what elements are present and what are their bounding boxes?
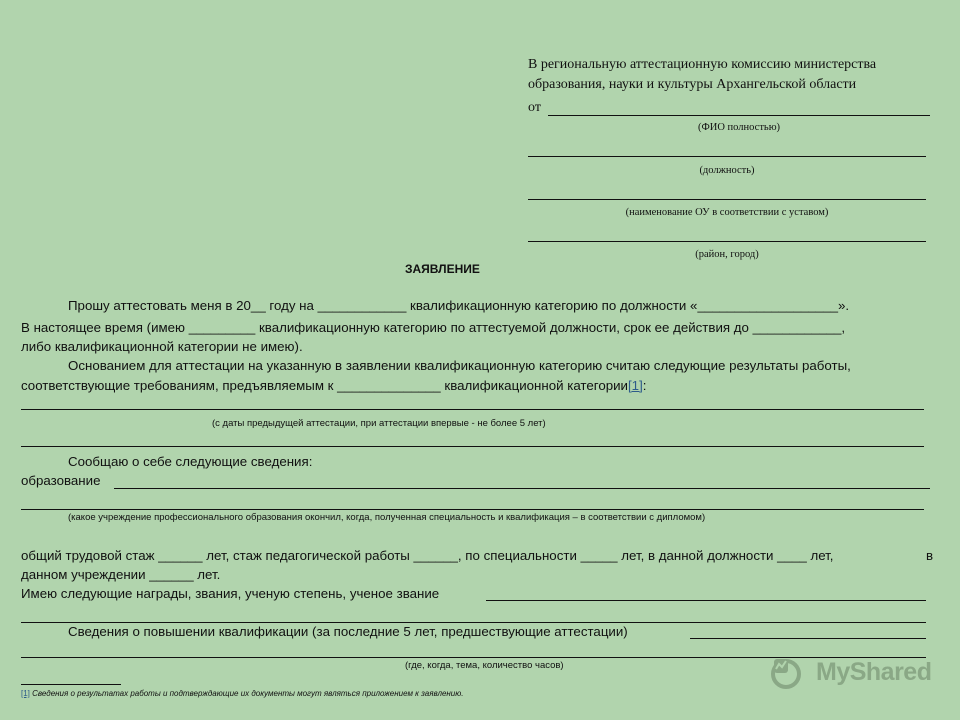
position-line	[528, 156, 926, 157]
from-label: от	[528, 100, 541, 115]
paragraph-current-category: В настоящее время (имею _________ квалификационную категорию по аттестуемой должности, срок ее действия до ____________,	[21, 320, 846, 335]
paragraph-experience-tail: в	[926, 548, 934, 563]
paragraph-experience: общий трудовой стаж ______ лет, стаж педагогической работы ______, по специальности _____ лет, в данной должности ____ лет,	[21, 548, 834, 563]
org-caption: (наименование ОУ в соответствии с уставом)	[625, 207, 829, 218]
paragraph-awards: Имею следующие награды, звания, ученую степень, ученое звание	[21, 586, 440, 601]
myshared-brand-text: MyShared	[816, 658, 932, 686]
footnote-link[interactable]: [1]	[627, 378, 643, 393]
training-caption: (где, когда, тема, количество часов)	[405, 660, 564, 671]
fio-caption: (ФИО полностью)	[697, 122, 781, 133]
paragraph-training: Сведения о повышении квалификации (за последние 5 лет, предшествующие аттестации)	[68, 624, 628, 639]
org-line	[528, 199, 926, 200]
education-caption: (какое учреждение профессионального образования окончил, когда, полученная специальность и квалификация – в соответствии с дипломом)	[68, 512, 706, 523]
paragraph-no-category: либо квалификационной категории не имею).	[21, 339, 303, 354]
district-caption: (район, город)	[695, 249, 759, 260]
footnote	[21, 689, 464, 698]
education-line	[114, 488, 930, 489]
awards-line	[486, 600, 926, 601]
fio-line	[548, 115, 930, 116]
footnote-ref[interactable]: [1]	[21, 689, 30, 698]
results-caption: (с даты предыдущей аттестации, при аттестации впервые - не более 5 лет)	[212, 418, 546, 429]
awards-line-2	[21, 622, 926, 623]
paragraph-request: Прошу аттестовать меня в 20__ году на ____________ квалификационную категорию по должности «___________________».	[68, 298, 850, 313]
results-line-2	[21, 446, 924, 447]
myshared-watermark	[768, 654, 938, 694]
position-caption: (должность)	[699, 165, 755, 176]
paragraph-institution: данном учреждении ______ лет.	[21, 567, 221, 582]
myshared-logo-icon	[768, 656, 812, 692]
education-label: образование	[21, 473, 101, 488]
paragraph-info: Сообщаю о себе следующие сведения:	[68, 454, 313, 469]
training-line	[690, 638, 926, 639]
paragraph-requirements: соответствующие требованиям, предъявляемым к ______________ квалификационной категории[1]:	[21, 378, 647, 393]
addressee-line-2: образования, науки и культуры Архангельской области	[528, 77, 857, 92]
district-line	[528, 241, 926, 242]
footnote-text: Сведения о результатах работы и подтверждающие их документы могут являться приложением к заявлению.	[32, 689, 464, 698]
education-line-2	[21, 509, 924, 510]
document-title: ЗАЯВЛЕНИЕ	[405, 262, 480, 276]
results-line	[21, 409, 924, 410]
footnote-separator	[21, 684, 121, 685]
paragraph-basis: Основанием для аттестации на указанную в заявлении квалификационную категорию считаю следующие результаты работы,	[68, 358, 851, 373]
addressee-line-1: В региональную аттестационную комиссию министерства	[528, 57, 877, 72]
